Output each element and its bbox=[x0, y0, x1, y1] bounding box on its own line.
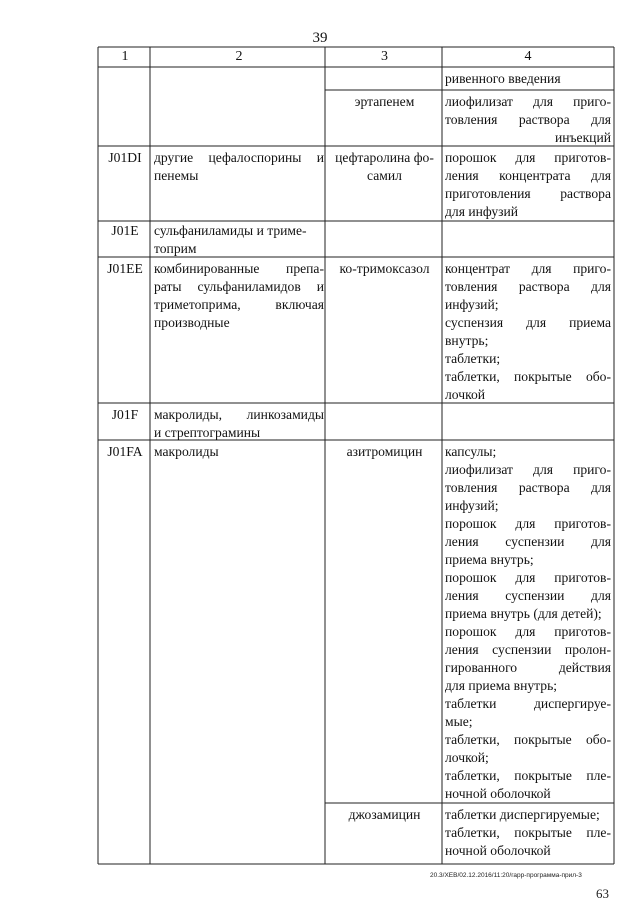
cell-r3-group-line: пенемы bbox=[154, 168, 199, 183]
cell-r7-group: макролиды bbox=[154, 444, 219, 459]
cell-r6-group-line: макролиды, линкозамиды bbox=[154, 407, 324, 422]
cell-r7-code: J01FA bbox=[107, 444, 143, 459]
cell-r3-form-line: ления концентрата для bbox=[445, 168, 611, 183]
cell-r4-group-line: сульфаниламиды и триме- bbox=[154, 223, 307, 238]
cell-r7-form-line: инфузий; bbox=[445, 498, 499, 513]
cell-r5-code: J01EE bbox=[107, 261, 143, 276]
cell-r7-form-line: ления суспензии для bbox=[445, 588, 611, 603]
footer-page-number: 63 bbox=[596, 886, 609, 901]
cell-r7-form-line: порошок для приготов- bbox=[445, 516, 611, 531]
cell-r6-code: J01F bbox=[111, 407, 139, 422]
cell-r8-form-line: ночной оболочкой bbox=[445, 843, 551, 858]
cell-r7-form-line: порошок для приготов- bbox=[445, 570, 611, 585]
cell-r7-form-line: гированного действия bbox=[445, 660, 611, 675]
column-header-1: 1 bbox=[121, 49, 129, 64]
cell-r7-form-line: приема внутрь (для детей); bbox=[445, 606, 602, 621]
cell-r5-drug: ко-тримоксазол bbox=[339, 261, 430, 276]
cell-r7-form-line: ления суспензии пролон- bbox=[445, 642, 611, 657]
cell-r2-form-line: товления раствора для bbox=[445, 112, 611, 127]
cell-r4-group-line: топрим bbox=[154, 241, 197, 256]
cell-r3-form-line: приготовления раствора bbox=[445, 186, 611, 201]
cell-r5-group-line: раты сульфаниламидов и bbox=[154, 279, 324, 294]
cell-r8-form-line: таблетки диспергируемые; bbox=[445, 807, 600, 822]
cell-r6-group-line: и стрептограмины bbox=[154, 425, 261, 440]
cell-r3-form-line: для инфузий bbox=[445, 204, 519, 219]
cell-r2-drug: эртапенем bbox=[354, 94, 415, 109]
cell-r7-form-line: лочкой; bbox=[445, 750, 489, 765]
cell-r2-form-line: инъекций bbox=[554, 130, 611, 145]
cell-r3-drug-line: самил bbox=[367, 168, 402, 183]
cell-r3-form-line: порошок для приготов- bbox=[445, 150, 611, 165]
footer-document-code: 20.3/ХЕВ/02.12.2016/11:20/гарр-программа-прил-3 bbox=[430, 872, 582, 879]
cell-r2-form-line: лиофилизат для приго- bbox=[445, 94, 611, 109]
cell-r7-form-line: приема внутрь; bbox=[445, 552, 534, 567]
cell-r7-form-line: таблетки диспергируе- bbox=[445, 696, 611, 711]
cell-r7-drug: азитромицин bbox=[346, 444, 423, 459]
cell-r5-form-line: инфузий; bbox=[445, 297, 499, 312]
cell-r5-form-line: товления раствора для bbox=[445, 279, 611, 294]
cell-r7-form-line: мые; bbox=[445, 714, 473, 729]
cell-r7-form-line: товления раствора для bbox=[445, 480, 611, 495]
cell-r8-drug: джозамицин bbox=[348, 807, 421, 822]
page-number: 39 bbox=[312, 30, 328, 46]
cell-r5-form-line: таблетки, покрытые обо- bbox=[445, 369, 611, 384]
cell-r5-group-line: комбинированные препа- bbox=[154, 261, 324, 276]
column-header-4: 4 bbox=[524, 49, 532, 64]
cell-r7-form-line: порошок для приготов- bbox=[445, 624, 611, 639]
cell-r7-form-line: капсулы; bbox=[445, 444, 497, 459]
cell-r7-form-line: ночной оболочкой bbox=[445, 786, 551, 801]
cell-r5-form-line: таблетки; bbox=[445, 351, 501, 366]
cell-r5-group-line: производные bbox=[154, 315, 230, 330]
cell-r7-form-line: ления суспензии для bbox=[445, 534, 611, 549]
cell-r5-form-line: суспензия для приема bbox=[445, 315, 611, 330]
cell-r3-drug-line: цефтаролина фо- bbox=[335, 150, 434, 165]
cell-r5-form-line: концентрат для приго- bbox=[445, 261, 611, 276]
cell-r3-group-line: другие цефалоспорины и bbox=[154, 150, 324, 165]
cell-r7-form-line: лиофилизат для приго- bbox=[445, 462, 611, 477]
cell-r7-form-line: для приема внутрь; bbox=[445, 678, 558, 693]
cell-r8-form-line: таблетки, покрытые пле- bbox=[445, 825, 611, 840]
cell-r5-form-line: внутрь; bbox=[445, 333, 489, 348]
cell-r7-form-line: таблетки, покрытые пле- bbox=[445, 768, 611, 783]
cell-r5-group-line: триметоприма, включая bbox=[154, 297, 324, 312]
cell-r3-code: J01DI bbox=[108, 150, 142, 165]
cell-r1-form: ривенного введения bbox=[445, 71, 561, 86]
cell-r5-form-line: лочкой bbox=[445, 387, 486, 402]
cell-r4-code: J01E bbox=[111, 223, 139, 238]
cell-r7-form-line: таблетки, покрытые обо- bbox=[445, 732, 611, 747]
column-header-3: 3 bbox=[381, 49, 388, 64]
column-header-2: 2 bbox=[235, 49, 243, 64]
